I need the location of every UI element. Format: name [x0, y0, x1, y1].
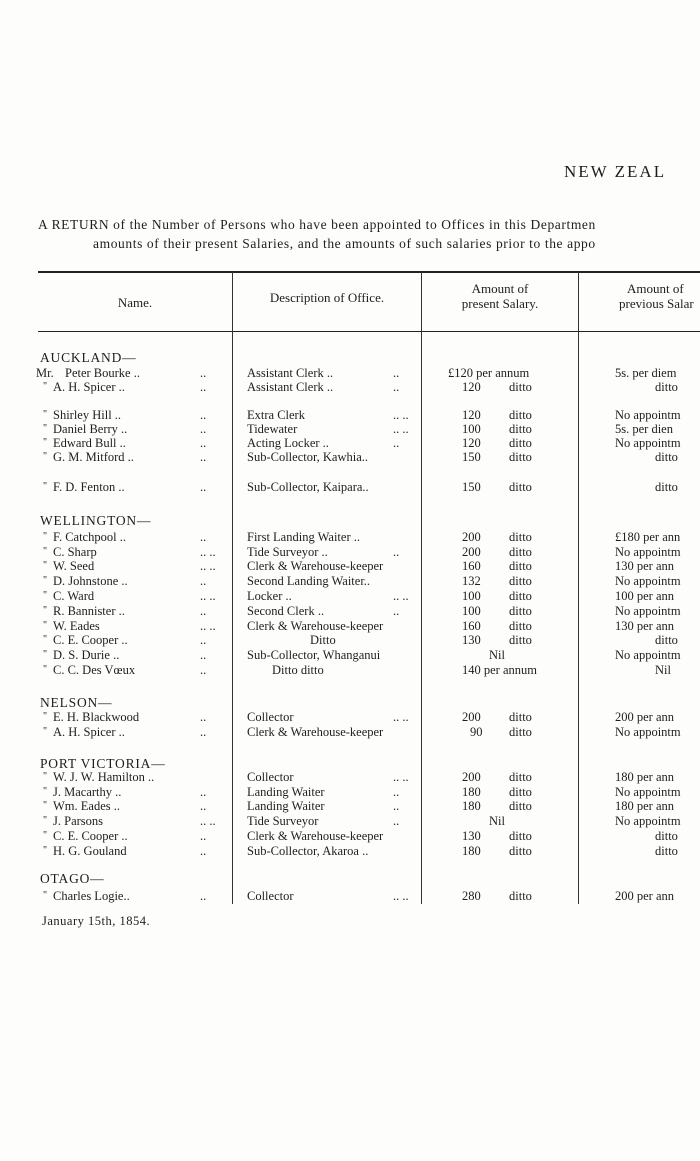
- previous-salary: No appointm: [615, 604, 681, 618]
- leader-dots: ..: [200, 633, 207, 647]
- leader-dots: .. ..: [393, 589, 409, 603]
- office-description: Ditto: [310, 633, 336, 647]
- office-description: Ditto ditto: [272, 663, 324, 677]
- person-name: Wm. Eades ..: [53, 799, 120, 813]
- present-salary-unit: ditto: [509, 619, 532, 633]
- row-prefix: ": [43, 423, 48, 434]
- present-salary: 140 per annum: [462, 663, 537, 677]
- previous-salary: 130 per ann: [615, 619, 675, 633]
- present-salary-unit: ditto: [509, 633, 532, 647]
- row-prefix: ": [43, 890, 48, 901]
- row-prefix: ": [43, 620, 48, 631]
- person-name: F. D. Fenton ..: [53, 480, 125, 494]
- present-salary-unit: ditto: [509, 480, 532, 494]
- present-salary-unit: ditto: [509, 589, 532, 603]
- leader-dots: .. ..: [393, 408, 409, 422]
- table-row: [0, 619, 700, 633]
- person-name: C. Sharp: [53, 545, 97, 559]
- table-row: [0, 436, 700, 450]
- present-salary-unit: ditto: [509, 545, 532, 559]
- present-salary: 100: [462, 589, 481, 603]
- row-prefix: ": [43, 437, 48, 448]
- column-header-present-salary: Amount of present Salary.: [461, 281, 539, 311]
- leader-dots: ..: [200, 648, 207, 662]
- previous-salary: 5s. per diem: [615, 366, 677, 380]
- office-description: Assistant Clerk ..: [247, 366, 334, 380]
- leader-dots: ..: [200, 530, 207, 544]
- previous-salary: 100 per ann: [615, 589, 675, 603]
- previous-salary: No appointm: [615, 545, 681, 559]
- table-row: [0, 604, 700, 618]
- leader-dots: ..: [200, 574, 207, 588]
- section-heading: NELSON—: [40, 695, 113, 710]
- column-header-name: Name.: [117, 295, 153, 310]
- present-salary-unit: ditto: [509, 799, 532, 813]
- leader-dots: ..: [393, 380, 400, 394]
- previous-salary: No appointm: [615, 574, 681, 588]
- present-salary-unit: ditto: [509, 436, 532, 450]
- row-prefix: ": [43, 590, 48, 601]
- leader-dots: .. ..: [393, 422, 409, 436]
- table-row: [0, 422, 700, 436]
- table-top-rule: [38, 271, 700, 273]
- leader-dots: ..: [200, 663, 207, 677]
- leader-dots: ..: [200, 829, 207, 843]
- row-prefix: ": [43, 845, 48, 856]
- person-name: F. Catchpool ..: [53, 530, 126, 544]
- row-prefix: ": [43, 634, 48, 645]
- present-salary: 160: [462, 619, 481, 633]
- person-name: A. H. Spicer ..: [53, 725, 125, 739]
- person-name: A. H. Spicer ..: [53, 380, 125, 394]
- leader-dots: ..: [200, 785, 207, 799]
- present-salary: 200: [462, 770, 481, 784]
- previous-salary: No appointm: [615, 648, 681, 662]
- office-description: Clerk & Warehouse-keeper: [247, 725, 384, 739]
- leader-dots: ..: [200, 604, 207, 618]
- office-description: Collector: [247, 770, 294, 784]
- present-salary-unit: ditto: [509, 710, 532, 724]
- leader-dots: ..: [200, 725, 207, 739]
- present-salary-unit: ditto: [509, 844, 532, 858]
- leader-dots: ..: [200, 450, 207, 464]
- office-description: Collector: [247, 710, 294, 724]
- person-name: Edward Bull ..: [53, 436, 126, 450]
- leader-dots: ..: [200, 844, 207, 858]
- present-salary: 130: [462, 633, 481, 647]
- leader-dots: ..: [200, 799, 207, 813]
- intro-text-line1: A RETURN of the Number of Persons who have been appointed to Offices in this Departmen: [38, 217, 596, 232]
- previous-salary: ditto: [655, 633, 678, 647]
- table-row: [0, 574, 700, 588]
- office-description: Second Clerk ..: [247, 604, 325, 618]
- table-row: [0, 530, 700, 544]
- person-name: C. C. Des Vœux: [53, 663, 136, 677]
- previous-salary: ditto: [655, 480, 678, 494]
- previous-salary: Nil: [655, 663, 671, 677]
- person-name: C. E. Cooper ..: [53, 829, 128, 843]
- table-row: [0, 559, 700, 573]
- previous-salary: 180 per ann: [615, 770, 675, 784]
- present-salary: 120: [462, 436, 481, 450]
- present-salary: 150: [462, 450, 481, 464]
- table-row: [0, 710, 700, 724]
- present-salary: 90: [470, 725, 483, 739]
- leader-dots: ..: [200, 889, 207, 903]
- person-name: E. H. Blackwood: [53, 710, 140, 724]
- table-row: [0, 380, 700, 394]
- present-salary-unit: ditto: [509, 785, 532, 799]
- leader-dots: ..: [393, 545, 400, 559]
- row-prefix: ": [43, 546, 48, 557]
- office-description: Second Landing Waiter..: [247, 574, 371, 588]
- previous-salary: ditto: [655, 450, 678, 464]
- leader-dots: ..: [200, 408, 207, 422]
- present-salary: £120 per annum: [448, 366, 530, 380]
- present-salary-unit: ditto: [509, 530, 532, 544]
- person-name: Daniel Berry ..: [53, 422, 128, 436]
- previous-salary: No appointm: [615, 785, 681, 799]
- present-salary: Nil: [489, 814, 505, 828]
- office-description: Collector: [247, 889, 294, 903]
- table-header-rule: [38, 331, 700, 332]
- present-salary-unit: ditto: [509, 770, 532, 784]
- footer-date: January 15th, 1854.: [42, 914, 151, 928]
- leader-dots: ..: [200, 380, 207, 394]
- office-description: Tidewater: [247, 422, 298, 436]
- previous-salary: 200 per ann: [615, 889, 675, 903]
- column-header-description: Description of Office.: [269, 290, 385, 305]
- office-description: First Landing Waiter ..: [247, 530, 360, 544]
- leader-dots: ..: [200, 710, 207, 724]
- leader-dots: ..: [200, 480, 207, 494]
- section-heading: WELLINGTON—: [40, 513, 152, 528]
- present-salary-unit: ditto: [509, 889, 532, 903]
- office-description: Landing Waiter: [247, 785, 325, 799]
- present-salary: 180: [462, 844, 481, 858]
- row-prefix: ": [43, 664, 48, 675]
- present-salary: 150: [462, 480, 481, 494]
- section-heading: OTAGO—: [40, 871, 105, 886]
- office-description: Sub-Collector, Kawhia..: [247, 450, 369, 464]
- person-name: D. Johnstone ..: [53, 574, 128, 588]
- present-salary-unit: ditto: [509, 725, 532, 739]
- present-salary: 120: [462, 408, 481, 422]
- present-salary-unit: ditto: [509, 604, 532, 618]
- present-salary: 120: [462, 380, 481, 394]
- present-salary-unit: ditto: [509, 408, 532, 422]
- leader-dots: .. ..: [200, 619, 216, 633]
- person-name: W. Eades: [53, 619, 100, 633]
- table-row: [0, 889, 700, 903]
- leader-dots: ..: [393, 604, 400, 618]
- present-salary: 180: [462, 785, 481, 799]
- person-name: Shirley Hill ..: [53, 408, 122, 422]
- previous-salary: 5s. per dien: [615, 422, 673, 436]
- office-description: Tide Surveyor: [247, 814, 319, 828]
- person-name: C. Ward: [53, 589, 95, 603]
- leader-dots: .. ..: [393, 889, 409, 903]
- person-name: G. M. Mitford ..: [53, 450, 134, 464]
- person-name: W. J. W. Hamilton ..: [53, 770, 155, 784]
- previous-salary: No appointm: [615, 408, 681, 422]
- leader-dots: ..: [200, 422, 207, 436]
- office-description: Assistant Clerk ..: [247, 380, 334, 394]
- office-description: Clerk & Warehouse-keeper: [247, 619, 384, 633]
- present-salary: 160: [462, 559, 481, 573]
- row-prefix: ": [43, 786, 48, 797]
- leader-dots: ..: [393, 799, 400, 813]
- leader-dots: .. ..: [393, 710, 409, 724]
- row-prefix: ": [43, 605, 48, 616]
- previous-salary: No appointm: [615, 725, 681, 739]
- previous-salary: £180 per ann: [615, 530, 681, 544]
- present-salary: 100: [462, 604, 481, 618]
- table-row: [0, 663, 700, 677]
- present-salary: 200: [462, 530, 481, 544]
- row-prefix: ": [43, 451, 48, 462]
- present-salary-unit: ditto: [509, 829, 532, 843]
- page-heading: NEW ZEAL: [564, 162, 667, 181]
- office-description: Extra Clerk: [247, 408, 305, 422]
- office-description: Landing Waiter: [247, 799, 325, 813]
- previous-salary: ditto: [655, 380, 678, 394]
- present-salary: 180: [462, 799, 481, 813]
- leader-dots: ..: [393, 436, 400, 450]
- section-heading: PORT VICTORIA—: [40, 756, 166, 771]
- present-salary-unit: ditto: [509, 450, 532, 464]
- previous-salary: No appointm: [615, 436, 681, 450]
- person-name: J. Parsons: [53, 814, 104, 828]
- previous-salary: 180 per ann: [615, 799, 675, 813]
- table-row: [0, 725, 700, 739]
- present-salary-unit: ditto: [509, 559, 532, 573]
- table-row: [0, 633, 700, 647]
- office-description: Clerk & Warehouse-keeper: [247, 829, 384, 843]
- row-prefix: ": [43, 649, 48, 660]
- person-name: Peter Bourke ..: [65, 366, 140, 380]
- column-header-previous-salary: Amount of previous Salar: [619, 281, 694, 311]
- table-row: [0, 785, 700, 799]
- present-salary-unit: ditto: [509, 422, 532, 436]
- table-row: [0, 648, 700, 662]
- office-description: Sub-Collector, Whanganui: [247, 648, 381, 662]
- row-prefix: ": [43, 575, 48, 586]
- present-salary: 280: [462, 889, 481, 903]
- present-salary: 200: [462, 545, 481, 559]
- person-name: C. E. Cooper ..: [53, 633, 128, 647]
- section-heading: AUCKLAND—: [40, 350, 137, 365]
- row-prefix: ": [43, 409, 48, 420]
- present-salary: 200: [462, 710, 481, 724]
- leader-dots: .. ..: [200, 589, 216, 603]
- previous-salary: ditto: [655, 844, 678, 858]
- table-row: [0, 366, 700, 380]
- table-row: [0, 799, 700, 813]
- row-prefix: ": [43, 560, 48, 571]
- office-description: Sub-Collector, Kaipara..: [247, 480, 369, 494]
- row-prefix: Mr.: [36, 366, 54, 380]
- leader-dots: .. ..: [200, 559, 216, 573]
- table-row: [0, 450, 700, 464]
- leader-dots: .. ..: [393, 770, 409, 784]
- row-prefix: ": [43, 815, 48, 826]
- leader-dots: ..: [200, 366, 207, 380]
- table-row: [0, 480, 700, 494]
- office-description: Locker ..: [247, 589, 292, 603]
- person-name: R. Bannister ..: [53, 604, 125, 618]
- table-row: [0, 829, 700, 843]
- present-salary-unit: ditto: [509, 574, 532, 588]
- office-description: Clerk & Warehouse-keeper: [247, 559, 384, 573]
- present-salary: Nil: [489, 648, 505, 662]
- person-name: W. Seed: [53, 559, 95, 573]
- intro-text-line2: amounts of their present Salaries, and the amounts of such salaries prior to the appo: [93, 236, 596, 251]
- table-row: [0, 844, 700, 858]
- office-description: Tide Surveyor ..: [247, 545, 328, 559]
- present-salary: 100: [462, 422, 481, 436]
- leader-dots: .. ..: [200, 545, 216, 559]
- present-salary: 132: [462, 574, 481, 588]
- table-row: [0, 545, 700, 559]
- previous-salary: No appointm: [615, 814, 681, 828]
- row-prefix: ": [43, 711, 48, 722]
- previous-salary: ditto: [655, 829, 678, 843]
- table-row: [0, 770, 700, 784]
- leader-dots: ..: [393, 785, 400, 799]
- table-row: [0, 814, 700, 828]
- person-name: D. S. Durie ..: [53, 648, 120, 662]
- leader-dots: ..: [393, 814, 400, 828]
- person-name: Charles Logie..: [53, 889, 130, 903]
- present-salary-unit: ditto: [509, 380, 532, 394]
- row-prefix: ": [43, 531, 48, 542]
- leader-dots: ..: [200, 436, 207, 450]
- table-row: [0, 408, 700, 422]
- row-prefix: ": [43, 726, 48, 737]
- row-prefix: ": [43, 771, 48, 782]
- office-description: Sub-Collector, Akaroa ..: [247, 844, 369, 858]
- present-salary: 130: [462, 829, 481, 843]
- office-description: Acting Locker ..: [247, 436, 329, 450]
- person-name: H. G. Gouland: [53, 844, 127, 858]
- leader-dots: .. ..: [200, 814, 216, 828]
- person-name: J. Macarthy ..: [53, 785, 122, 799]
- row-prefix: ": [43, 481, 48, 492]
- previous-salary: 130 per ann: [615, 559, 675, 573]
- table-row: [0, 589, 700, 603]
- row-prefix: ": [43, 381, 48, 392]
- leader-dots: ..: [393, 366, 400, 380]
- row-prefix: ": [43, 830, 48, 841]
- row-prefix: ": [43, 800, 48, 811]
- previous-salary: 200 per ann: [615, 710, 675, 724]
